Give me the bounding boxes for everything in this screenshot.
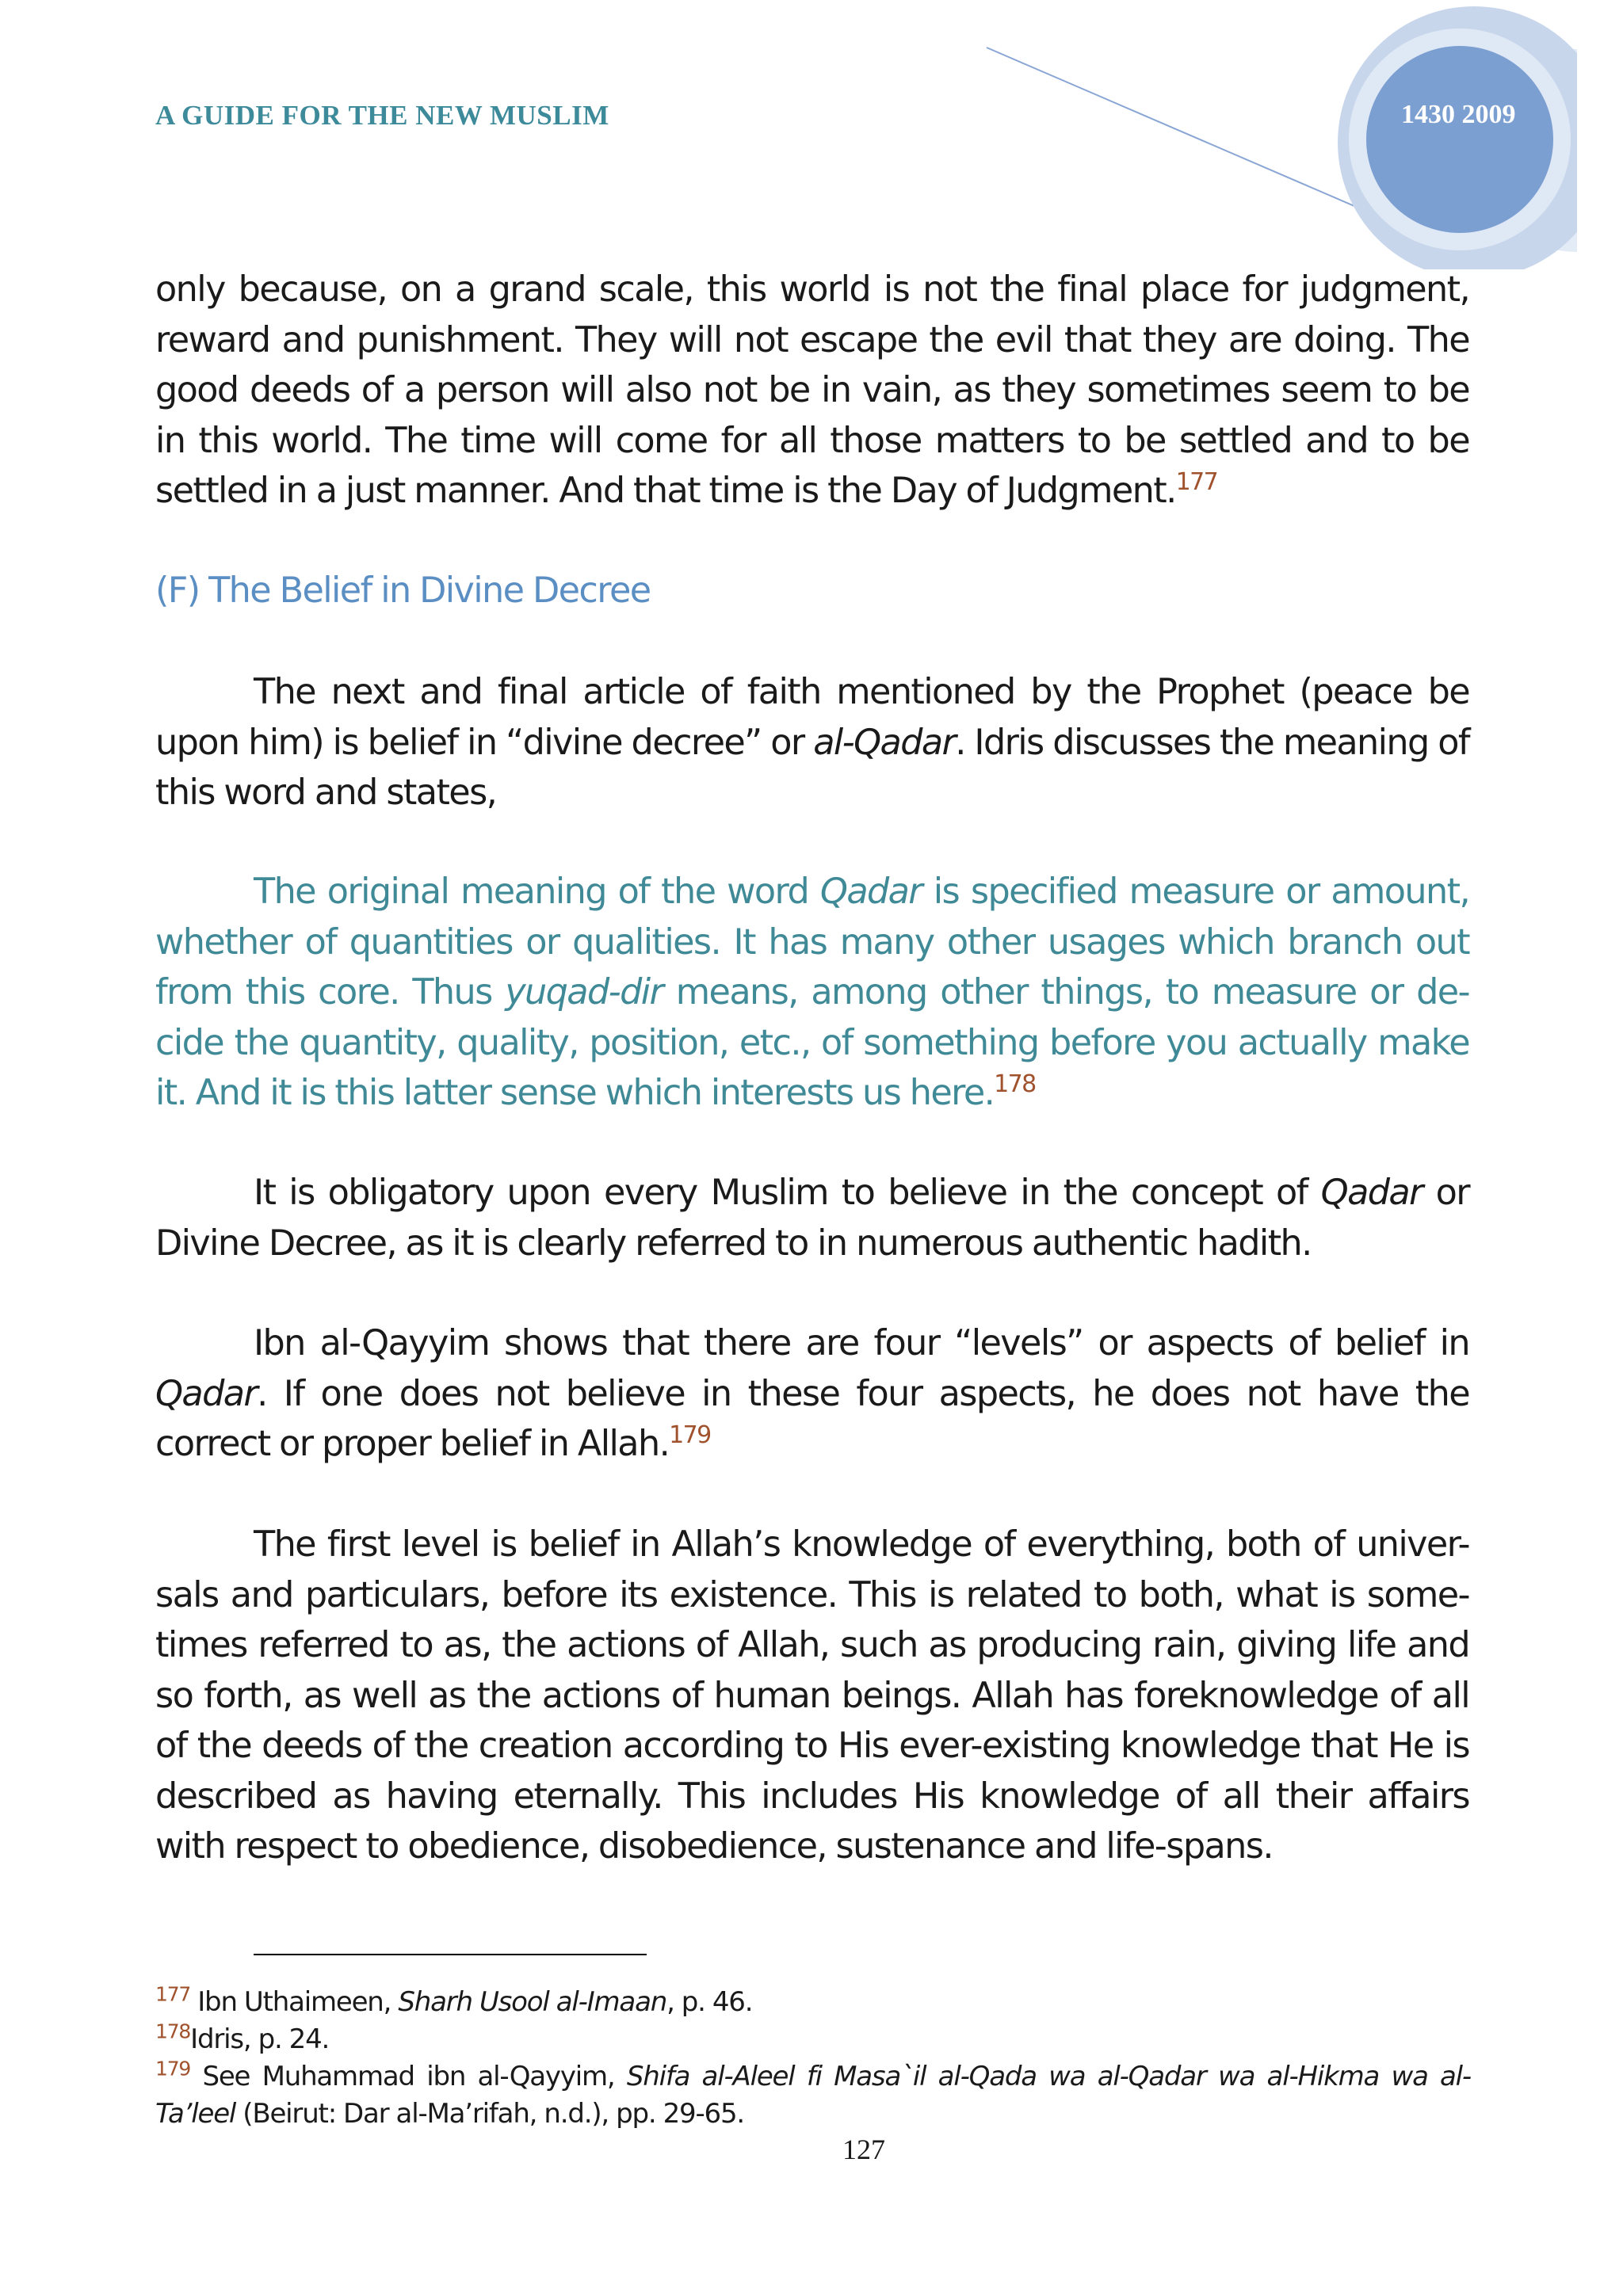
block-quote: The original meaning of the word Qadar is specified measure or amount, whether of quantities or qualities. It has many other usages which branch out from this core. Thus yuqad-dir means, among other things, to measure or de-cide the quantity, quality, position, etc., of something before you actually make it. And it is this latter sense which interests us here.$^{178}$ — [155, 871, 1469, 1113]
footnote-ref-179[interactable]: 179 — [669, 1421, 711, 1450]
footnotes — [155, 1984, 1471, 2133]
header-decoration — [0, 0, 1623, 269]
running-header-year: 1430 2009 — [1401, 100, 1516, 129]
header-circle-inner — [1366, 46, 1553, 233]
page-number: 127 — [842, 2134, 885, 2165]
footnote-ref-177[interactable]: 177 — [1175, 468, 1218, 497]
running-header-title: A GUIDE FOR THE NEW MUSLIM — [155, 100, 609, 131]
body-text — [155, 265, 1469, 517]
section-heading: (F) The Belief in Divine Decree — [155, 570, 651, 611]
footnote-178: $^{178}$Idris, p. 24. — [155, 2019, 330, 2055]
footnote-179: $^{179}$ See Muhammad ibn al-Qayyim, Shifa al-Aleel fi Masa`il al-Qada wa al-Qadar wa al-Hikma wa al-Ta’leel (Beirut: Dar al-Ma’rifah, n.d.), pp. 29-65. — [155, 2057, 1471, 2130]
paragraph-divine-decree: The next and final article of faith mentioned by the Prophet (peace be upon him) is belief in “divine decree” or al-Qadar. Idris discusses the meaning of this word and states, — [155, 672, 1469, 813]
footnote-ref-178[interactable]: 178 — [994, 1070, 1036, 1099]
paragraph-four-levels: Ibn al-Qayyim shows that there are four “levels” or aspects of belief in Qadar. If one does not believe in these four aspects, he does not have the correct or proper belief in Allah.$^{179}$ — [155, 1323, 1469, 1464]
footnote-separator — [254, 1954, 647, 1955]
paragraph-obligatory: It is obligatory upon every Muslim to believe in the concept of Qadar or Divine Decree, as it is clearly referred to in numerous authentic hadith. — [155, 1173, 1470, 1264]
paragraph-continuation: only because, on a grand scale, this world is not the final place for judgment, reward and punishment. They will not escape the evil that they are doing. The good deeds of a person will also not be in vain, as they sometimes seem to be in this world. The time will come for all those matters to be settled and to be settled in a just manner. And that time is the Day of Judgment.$^{177}$ — [155, 269, 1469, 511]
paragraph-first-level: The first level is belief in Allah’s knowledge of everything, both of univer-sals and particulars, before its existence. This is related to both, what is some-times referred to as, the actions of Allah, such as producing rain, giving life and so forth, as well as the actions of human beings. Allah has foreknowledge of all of the deeds of the creation according to His ever-existing knowledge that He is described as having eternally. This includes His knowledge of all their affairs with respect to obedience, disobedience, sustenance and life-spans. — [155, 1524, 1469, 1867]
footnote-177: $^{177}$ Ibn Uthaimeen, Sharh Usool al-Imaan, p. 46. — [155, 1982, 753, 2018]
